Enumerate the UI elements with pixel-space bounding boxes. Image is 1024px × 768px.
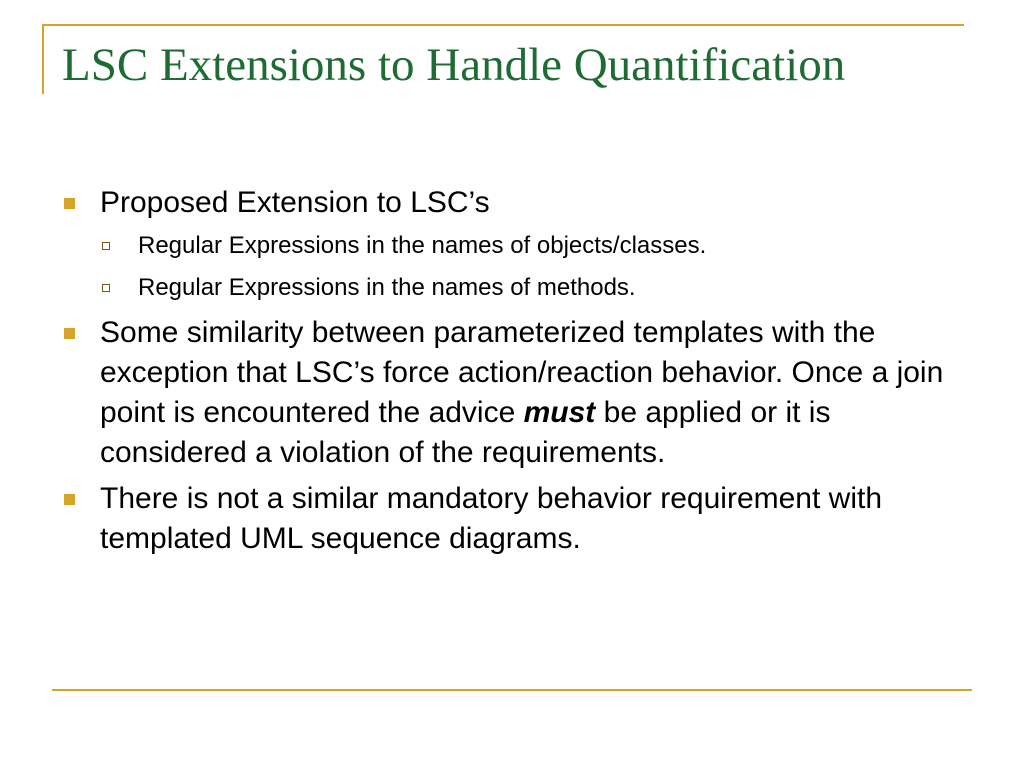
- emphasis-text: must: [523, 396, 596, 429]
- bullet-text-end: be applied or it is considered a violation of the requirements.: [100, 396, 831, 469]
- hollow-square-bullet-icon: [102, 242, 110, 250]
- bottom-divider: [52, 689, 972, 691]
- sub-bullet-text: Regular Expressions in the names of methods.: [138, 274, 636, 301]
- filled-square-bullet-icon: [64, 328, 75, 339]
- hollow-square-bullet-icon: [102, 284, 110, 292]
- left-divider: [42, 24, 44, 94]
- bullet-text: Proposed Extension to LSC’s: [100, 186, 490, 219]
- sub-bullet-list: [62, 229, 962, 304]
- sub-bullet-item-1: [62, 229, 962, 262]
- bullet-item-2: [62, 313, 962, 473]
- slide-title: LSC Extensions to Handle Quantification: [62, 39, 846, 91]
- bullet-list: [62, 183, 962, 565]
- top-divider: [42, 24, 964, 26]
- bullet-text-start: Some similarity between parameterized templates with the exception that LSC’s force action/reaction behavior. Once a join point is encountered the advice: [100, 316, 944, 429]
- sub-bullet-item-2: [62, 271, 962, 304]
- filled-square-bullet-icon: [64, 198, 75, 209]
- bullet-item-3: [62, 479, 962, 559]
- bullet-item-1: [62, 183, 962, 223]
- filled-square-bullet-icon: [64, 494, 75, 505]
- sub-bullet-text: Regular Expressions in the names of objects/classes.: [138, 232, 707, 259]
- bullet-text: There is not a similar mandatory behavior requirement with templated UML sequence diagrams.: [100, 482, 883, 555]
